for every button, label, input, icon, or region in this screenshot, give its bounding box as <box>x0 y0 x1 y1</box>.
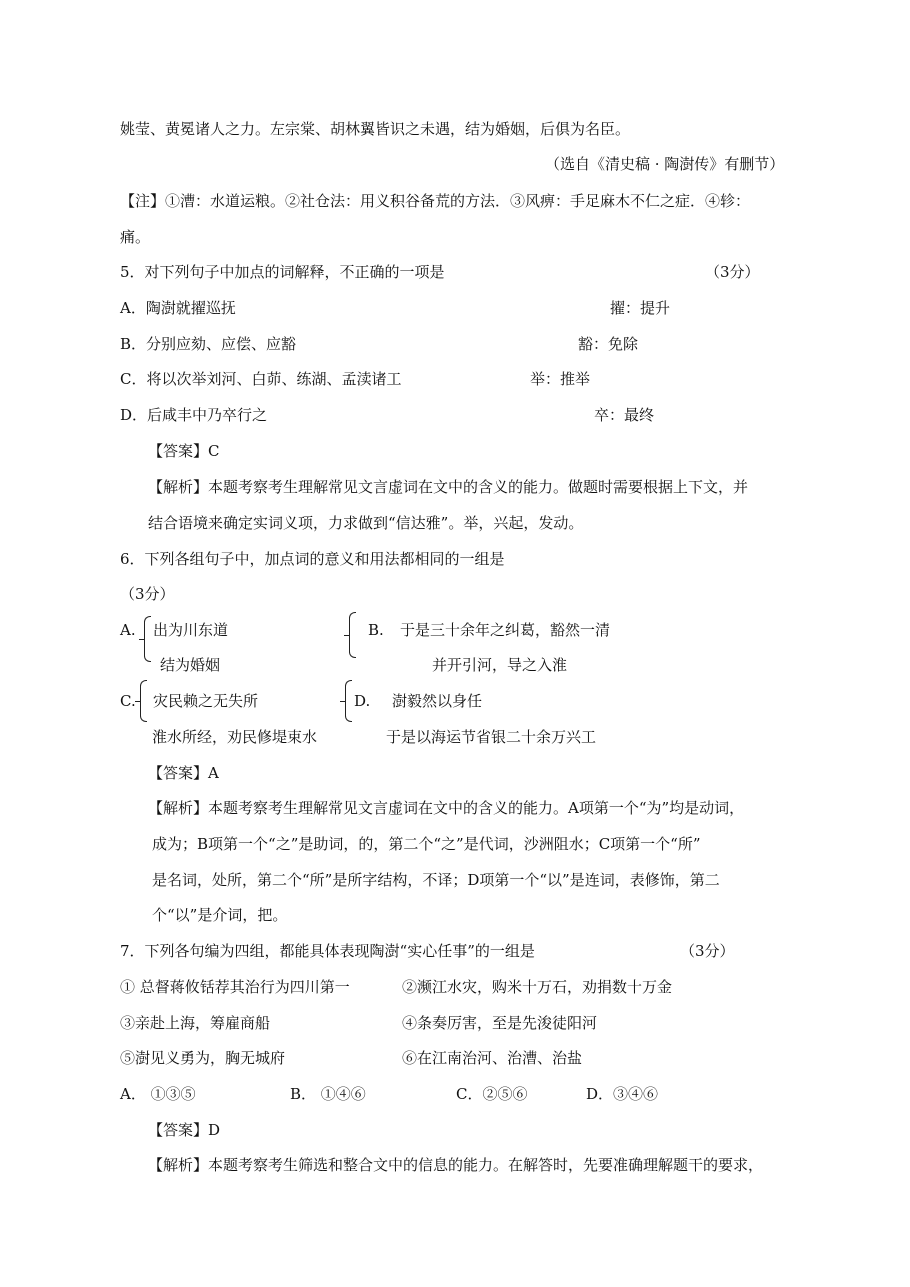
q6-option-a-line2: 结为婚姻 <box>160 656 221 674</box>
q7-score: （3分） <box>680 942 735 960</box>
q7-analysis: 【解析】本题考察考生筛选和整合文中的信息的能力。在解答时，先要准确理解题干的要求， <box>148 1156 764 1174</box>
q5-option-a: A．陶澍就擢巡抚 <box>120 299 236 317</box>
q5-option-b-gloss: 豁：免除 <box>578 335 639 353</box>
q5-option-b: B．分别应劾、应偿、应豁 <box>120 335 297 353</box>
q6-option-d-line1: 澍毅然以身任 <box>392 692 483 710</box>
q6-analysis-cont3: 个“以”是介词，把。 <box>152 906 288 924</box>
passage-note-cont: 痛。 <box>120 228 151 246</box>
q7-choice-b: B． ①④⑥ <box>290 1085 366 1103</box>
q6-score: （3分） <box>120 585 175 603</box>
q7-choice-c: C．②⑤⑥ <box>456 1085 528 1103</box>
q6-option-d-label: D. <box>354 692 371 710</box>
q7-item-4: ④条奏厉害，至是先浚徒阳河 <box>402 1014 598 1032</box>
q5-score: （3分） <box>705 263 760 281</box>
q5-option-c: C．将以次举刘河、白茆、练湖、孟渎诸工 <box>120 370 402 388</box>
q7-stem: 7．下列各句编为四组，都能具体表现陶澍“实心任事”的一组是 <box>120 942 535 960</box>
q6-analysis: 【解析】本题考察考生理解常见文言虚词在文中的含义的能力。A项第一个“为”均是动词， <box>148 799 745 817</box>
q6-option-b-label: B. <box>368 621 384 639</box>
q6-analysis-cont2: 是名词，处所，第二个“所”是所字结构，不译；D项第一个“以”是连词，表修饰，第二 <box>152 871 720 889</box>
q6-option-b-line2: 并开引河，导之入淮 <box>432 656 568 674</box>
q7-choice-a: A． ①③⑤ <box>120 1085 196 1103</box>
q6-option-c-line1: 灾民赖之无失所 <box>153 692 259 710</box>
q6-option-c-line2: 淮水所经，劝民修堤束水 <box>152 728 318 746</box>
q5-analysis: 【解析】本题考察考生理解常见文言虚词在文中的含义的能力。做题时需要根据上下文，并 <box>148 478 749 496</box>
q7-item-3: ③亲赴上海，筹雇商船 <box>120 1014 271 1032</box>
q5-option-a-gloss: 擢：提升 <box>610 299 671 317</box>
q6-option-c-label: C. <box>120 692 136 710</box>
q6-analysis-cont1: 成为；B项第一个“之”是助词，的，第二个“之”是代词，沙洲阻水；C项第一个“所” <box>152 835 701 853</box>
passage-source: （选自《清史稿 · 陶澍传》有删节） <box>545 155 785 173</box>
q5-answer: 【答案】C <box>148 442 220 460</box>
passage-closing-line: 姚莹、黄冕诸人之力。左宗棠、胡林翼皆识之未遇，结为婚姻，后俱为名臣。 <box>120 120 631 138</box>
q6-option-b-brace <box>349 612 356 658</box>
q7-item-1: ① 总督蒋攸铦荐其治行为四川第一 <box>120 978 350 996</box>
q7-answer: 【答案】D <box>148 1121 221 1139</box>
q7-item-5: ⑤澍见义勇为，胸无城府 <box>120 1049 286 1067</box>
q7-choice-d: D．③④⑥ <box>586 1085 659 1103</box>
q5-option-d: D．后咸丰中乃卒行之 <box>120 406 268 424</box>
passage-note: 【注】①漕：水道运粮。②社仓法：用义积谷备荒的方法．③风痹：手足麻木不仁之症．④轸： <box>120 192 751 210</box>
q6-answer: 【答案】A <box>148 764 219 782</box>
q6-option-a-line1: 出为川东道 <box>153 621 229 639</box>
q6-option-c-brace <box>140 680 147 722</box>
q5-option-c-gloss: 举：推举 <box>530 370 591 388</box>
q6-stem: 6．下列各组句子中，加点词的意义和用法都相同的一组是 <box>120 550 505 568</box>
q5-stem: 5．对下列句子中加点的词解释，不正确的一项是 <box>120 263 445 281</box>
q6-option-a-label: A. <box>120 621 136 639</box>
q6-option-d-brace <box>345 680 352 722</box>
q6-option-d-line2: 于是以海运节省银二十余万兴工 <box>386 728 597 746</box>
q6-option-b-line1: 于是三十余年之纠葛，豁然一清 <box>400 621 611 639</box>
q7-item-6: ⑥在江南治河、治漕、治盐 <box>402 1049 583 1067</box>
q5-analysis-cont: 结合语境来确定实词义项，力求做到“信达雅”。举，兴起，发动。 <box>148 514 584 532</box>
q7-item-2: ②濒江水灾，购米十万石，劝捐数十万金 <box>402 978 673 996</box>
q5-option-d-gloss: 卒：最终 <box>594 406 655 424</box>
q6-option-a-brace <box>144 616 151 662</box>
